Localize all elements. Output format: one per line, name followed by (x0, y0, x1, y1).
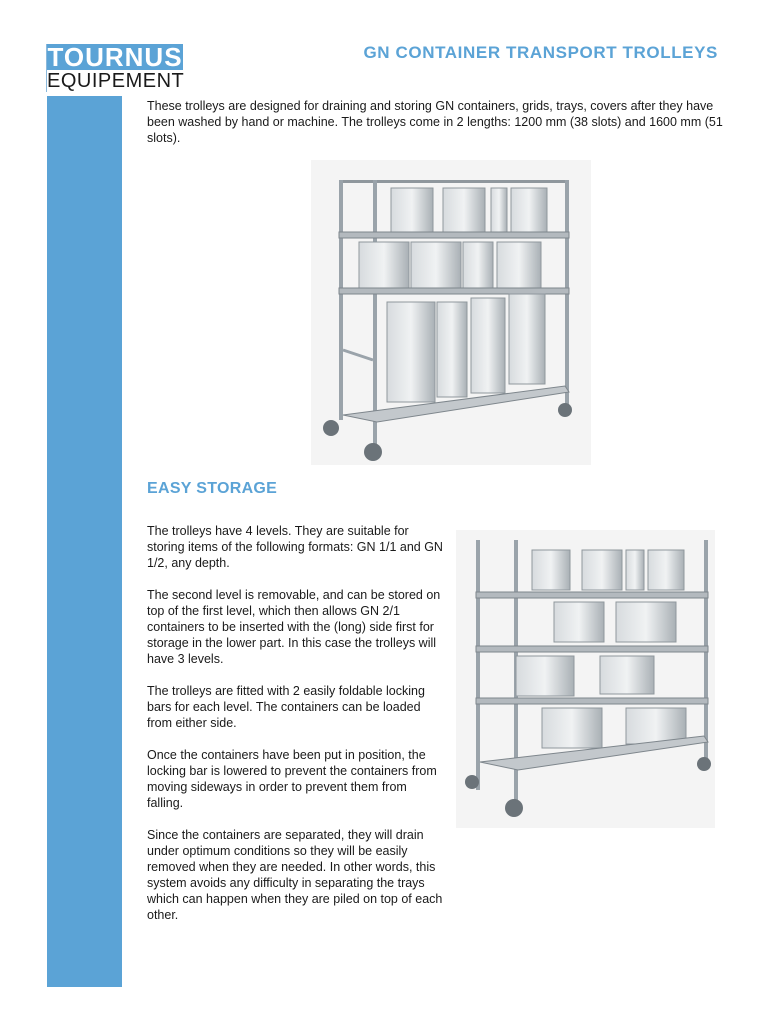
section-heading: EASY STORAGE (147, 480, 278, 497)
logo-line1: TOURNUS (47, 42, 183, 72)
blue-sidebar-bar (47, 96, 122, 987)
body-paragraph: Since the containers are separated, they will drain under optimum conditions so they will be easily removed when they are needed. In other words, this system avoids any difficulty in separating the trays which can happen when they are piled on top of each other. (147, 828, 443, 922)
trolley-photo-4-levels (456, 530, 715, 828)
page-title: GN CONTAINER TRANSPORT TROLLEYS (363, 43, 718, 62)
section-body (147, 523, 445, 939)
trolley-photo-3-levels (311, 160, 591, 465)
intro-paragraph: These trolleys are designed for draining and storing GN containers, grids, trays, covers after they have been washed by hand or machine. The trolleys come in 2 lengths: 1200 mm (38 slots) and 1600 mm (51 slots). (147, 99, 723, 145)
body-paragraph: The trolleys have 4 levels. They are suitable for storing items of the following formats: GN 1/1 and GN 1/2, any depth. (147, 524, 443, 570)
body-paragraph: Once the containers have been put in position, the locking bar is lowered to prevent the containers from moving sideways in order to prevent them from falling. (147, 748, 437, 810)
body-paragraph: The second level is removable, and can be stored on top of the first level, which then allows GN 2/1 containers to be inserted with the (long) side first for storage in the lower part. In this case the trolleys will have 3 levels. (147, 588, 441, 666)
logo-line2: EQUIPEMENT (47, 70, 185, 92)
tournus-logo (46, 44, 185, 92)
body-paragraph: The trolleys are fitted with 2 easily foldable locking bars for each level. The containers can be loaded from either side. (147, 684, 425, 730)
